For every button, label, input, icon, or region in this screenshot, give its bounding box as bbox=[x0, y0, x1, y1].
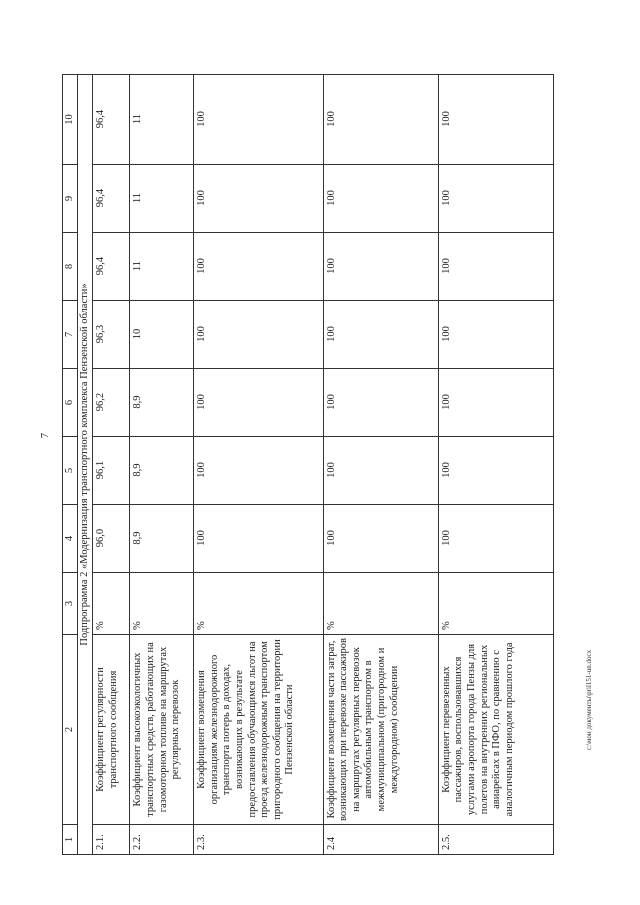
table-row bbox=[93, 75, 130, 855]
header-col-5: 5 bbox=[63, 437, 78, 505]
header-col-2: 2 bbox=[63, 635, 78, 825]
value-cell: 96,3 bbox=[93, 301, 130, 369]
value-cell: 100 bbox=[438, 437, 553, 505]
header-row bbox=[63, 75, 78, 855]
value-cell: 100 bbox=[323, 437, 438, 505]
row-index: 2.5. bbox=[438, 825, 553, 855]
value-cell: 100 bbox=[323, 505, 438, 573]
header-col-7: 7 bbox=[63, 301, 78, 369]
indicators-table bbox=[62, 74, 554, 855]
value-cell: 11 bbox=[130, 233, 194, 301]
unit-cell: % bbox=[130, 573, 194, 635]
value-cell: 100 bbox=[438, 233, 553, 301]
row-index: 2.4 bbox=[323, 825, 438, 855]
value-cell: 10 bbox=[130, 301, 194, 369]
unit-cell: % bbox=[438, 573, 553, 635]
subprogram-title: Подпрограмма 2 «Модернизация транспортного комплекса Пензенской области» bbox=[78, 75, 93, 855]
unit-cell: % bbox=[194, 573, 324, 635]
value-cell: 100 bbox=[194, 301, 324, 369]
indicator-name: Коэффициент высокоэкологичных транспортных средств, работающих на газомоторном топливе на маршрутах регулярных перевозок bbox=[130, 635, 194, 825]
value-cell: 100 bbox=[194, 165, 324, 233]
value-cell: 96,2 bbox=[93, 369, 130, 437]
value-cell: 100 bbox=[194, 505, 324, 573]
header-col-6: 6 bbox=[63, 369, 78, 437]
value-cell: 11 bbox=[130, 75, 194, 165]
value-cell: 100 bbox=[323, 165, 438, 233]
value-cell: 100 bbox=[438, 505, 553, 573]
value-cell: 100 bbox=[438, 75, 553, 165]
indicator-name: Коэффициент перевезенных пассажиров, воспользовавшихся услугами аэропорта города Пензы для полетов на внутренних региональных авиарейсах в ПФО, по сравнению с аналогичным периодом прошлого года bbox=[438, 635, 553, 825]
value-cell: 8,9 bbox=[130, 369, 194, 437]
value-cell: 96,4 bbox=[93, 165, 130, 233]
value-cell: 96,1 bbox=[93, 437, 130, 505]
indicator-name: Коэффициент возмещения части затрат, возникающих при перевозке пассажиров на маршрутах регулярных перевозок автомобильным транспортом в межмуниципальном (пригородном и междугородном) сообщении bbox=[323, 635, 438, 825]
indicator-name: Коэффициент возмещения организациям железнодорожного транспорта потерь в доходах, возникающих в результате предоставления обучающимся льгот на проезд железнодорожным транспортом пригородного сообщения на территории Пензенской области bbox=[194, 635, 324, 825]
indicators-table-container bbox=[62, 75, 554, 855]
unit-cell: % bbox=[323, 573, 438, 635]
header-col-9: 9 bbox=[63, 165, 78, 233]
value-cell: 100 bbox=[438, 369, 553, 437]
value-cell: 8,9 bbox=[130, 437, 194, 505]
value-cell: 100 bbox=[194, 369, 324, 437]
value-cell: 100 bbox=[194, 233, 324, 301]
value-cell: 100 bbox=[194, 75, 324, 165]
table-row bbox=[323, 75, 438, 855]
header-col-4: 4 bbox=[63, 505, 78, 573]
header-col-8: 8 bbox=[63, 233, 78, 301]
value-cell: 100 bbox=[438, 301, 553, 369]
row-index: 2.1. bbox=[93, 825, 130, 855]
row-index: 2.3. bbox=[194, 825, 324, 855]
value-cell: 100 bbox=[438, 165, 553, 233]
value-cell: 96,4 bbox=[93, 233, 130, 301]
header-col-1: 1 bbox=[63, 825, 78, 855]
page-number: 7 bbox=[40, 433, 51, 438]
footer-file-path: c:\мои документы\pril151-un.docx bbox=[585, 649, 593, 750]
unit-cell: % bbox=[93, 573, 130, 635]
value-cell: 96,0 bbox=[93, 505, 130, 573]
header-col-3: 3 bbox=[63, 573, 78, 635]
header-col-10: 10 bbox=[63, 75, 78, 165]
value-cell: 100 bbox=[323, 369, 438, 437]
value-cell: 100 bbox=[323, 233, 438, 301]
row-index: 2.2. bbox=[130, 825, 194, 855]
table-row bbox=[438, 75, 553, 855]
value-cell: 100 bbox=[323, 301, 438, 369]
value-cell: 11 bbox=[130, 165, 194, 233]
subprogram-row bbox=[78, 75, 93, 855]
value-cell: 8,9 bbox=[130, 505, 194, 573]
indicator-name: Коэффициент регулярности транспортного сообщения bbox=[93, 635, 130, 825]
table-row bbox=[194, 75, 324, 855]
table-row bbox=[130, 75, 194, 855]
value-cell: 100 bbox=[323, 75, 438, 165]
value-cell: 100 bbox=[194, 437, 324, 505]
value-cell: 96,4 bbox=[93, 75, 130, 165]
